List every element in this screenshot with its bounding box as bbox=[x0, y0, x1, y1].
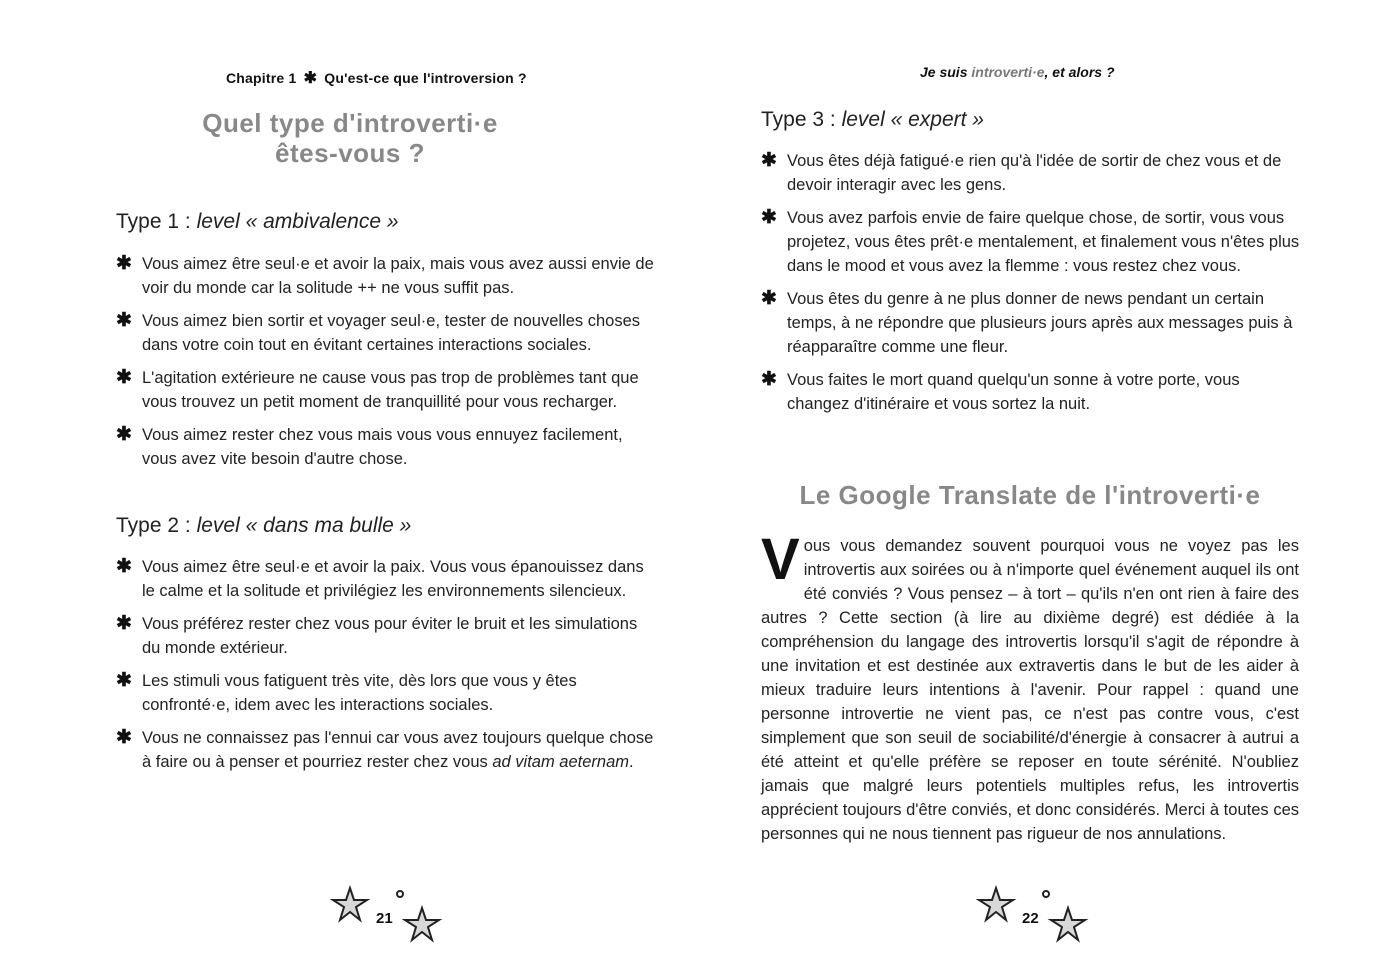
type1-bullet-list bbox=[116, 252, 656, 480]
list-item: ✱ Vous avez parfois envie de faire quelque chose, de sortir, vous vous projetez, vous êtes prêt·e mentalement, et finalement vous n'êtes plus dans le mood et vous avez la flemme : vous restez chez vous. bbox=[761, 207, 1300, 275]
asterisk-star-icon: ✱ bbox=[116, 253, 132, 274]
asterisk-star-icon: ✱ bbox=[116, 613, 132, 634]
running-head-right bbox=[920, 64, 1115, 80]
paragraph-text: ous vous demandez souvent pourquoi vous ne voyez pas les introvertis aux soirées ou à n'importe quel événement auquel ils ont été conviés ? Vous pensez – à tort – qu'ils n'en ont rien à faire des autres ? Cette section (à lire au dixième degré) est dédiée à la compréhension du langage des introvertis lorsqu'il s'agit de répondre à une invitation et est destinée aux extravertis dans le but de les aider à mieux traduire leurs intentions à l'avenir. Pour rappel : quand une personne introvertie ne vient pas, ce n'est pas contre vous, c'est simplement que son seuil de sociabilité/d'énergie à consacrer à autrui a été atteint et qu'elle préfère se reposer en toute sérénité. N'oubliez jamais que malgré leurs potentiels multiples refus, les introvertis apprécient toujours d'être conviés, et donc considérés. Merci à toutes ces personnes qui ne nous tiennent pas rigueur de nos annulations. bbox=[761, 537, 1299, 843]
running-head-chapter: Chapitre 1 bbox=[226, 70, 297, 86]
list-item: ✱ Vous faites le mort quand quelqu'un sonne à votre porte, vous changez d'itinéraire et vous sortez la nuit. bbox=[761, 369, 1240, 413]
running-head-prefix: Je suis bbox=[920, 64, 972, 80]
list-item: ✱ Vous aimez bien sortir et voyager seul·e, tester de nouvelles choses dans votre coin tout en évitant certaines interactions sociales. bbox=[116, 310, 641, 354]
page-number: 21 bbox=[376, 910, 393, 927]
asterisk-star-icon: ✱ bbox=[303, 70, 318, 87]
body-paragraph bbox=[761, 527, 1299, 846]
section-title-line2: êtes-vous ? bbox=[275, 138, 425, 168]
asterisk-star-icon: ✱ bbox=[116, 556, 132, 577]
type2-level: level « dans ma bulle » bbox=[196, 514, 412, 537]
folio-right bbox=[976, 882, 1096, 962]
type2-bullet-list bbox=[116, 555, 656, 783]
running-head-title: Qu'est-ce que l'introversion ? bbox=[324, 70, 527, 86]
running-head-left bbox=[226, 68, 527, 88]
list-item: ✱ L'agitation extérieure ne cause vous pas trop de problèmes tant que vous trouvez un petit moment de tranquillité pour vous recharger. bbox=[116, 367, 639, 411]
right-page bbox=[700, 0, 1400, 980]
list-item: ✱ Vous êtes du genre à ne plus donner de news pendant un certain temps, à ne répondre que plusieurs jours après aux messages puis à réapparaître comme une fleur. bbox=[761, 288, 1293, 356]
list-item: ✱ Vous ne connaissez pas l'ennui car vous avez toujours quelque chose à faire ou à penser et pourriez rester chez vous ad vitam aeternam. bbox=[116, 727, 654, 771]
asterisk-star-icon: ✱ bbox=[761, 288, 777, 309]
asterisk-star-icon: ✱ bbox=[761, 369, 777, 390]
list-item: ✱ Vous êtes déjà fatigué·e rien qu'à l'idée de sortir de chez vous et de devoir interagir avec les gens. bbox=[761, 150, 1282, 194]
asterisk-star-icon: ✱ bbox=[116, 727, 132, 748]
list-item: ✱ Vous préférez rester chez vous pour éviter le bruit et les simulations du monde extérieur. bbox=[116, 613, 638, 657]
folio-left bbox=[330, 882, 450, 962]
running-head-highlight: introverti·e bbox=[971, 64, 1045, 80]
page-number: 22 bbox=[1022, 910, 1039, 927]
section-title-translate: Le Google Translate de l'introverti·e bbox=[799, 480, 1261, 510]
asterisk-star-icon: ✱ bbox=[116, 424, 132, 445]
list-item: ✱ Vous aimez rester chez vous mais vous vous ennuyez facilement, vous avez vite besoin d'autre chose. bbox=[116, 424, 623, 468]
section-title-line1: Quel type d'introverti·e bbox=[202, 108, 498, 138]
type3-heading bbox=[761, 108, 984, 132]
list-item: ✱ Les stimuli vous fatiguent très vite, dès lors que vous y êtes confronté·e, idem avec les interactions sociales. bbox=[116, 670, 577, 714]
asterisk-star-icon: ✱ bbox=[116, 670, 132, 691]
section-title bbox=[150, 108, 550, 168]
type3-number: Type 3 : bbox=[761, 108, 836, 131]
list-item: ✱ Vous aimez être seul·e et avoir la paix, mais vous avez aussi envie de voir du monde car la solitude ++ ne vous suffit pas. bbox=[116, 253, 654, 297]
type3-level: level « expert » bbox=[841, 108, 984, 131]
dropcap: V bbox=[761, 527, 800, 592]
type1-number: Type 1 : bbox=[116, 210, 191, 233]
asterisk-star-icon: ✱ bbox=[116, 310, 132, 331]
type2-heading bbox=[116, 514, 411, 538]
type1-heading bbox=[116, 210, 399, 234]
type2-number: Type 2 : bbox=[116, 514, 191, 537]
asterisk-star-icon: ✱ bbox=[761, 207, 777, 228]
running-head-suffix: , et alors ? bbox=[1044, 64, 1115, 80]
asterisk-star-icon: ✱ bbox=[116, 367, 132, 388]
type1-level: level « ambivalence » bbox=[196, 210, 399, 233]
type3-bullet-list bbox=[761, 149, 1301, 425]
list-item: ✱ Vous aimez être seul·e et avoir la paix. Vous vous épanouissez dans le calme et la solitude et privilégiez les environnements silencieux. bbox=[116, 556, 644, 600]
asterisk-star-icon: ✱ bbox=[761, 150, 777, 171]
